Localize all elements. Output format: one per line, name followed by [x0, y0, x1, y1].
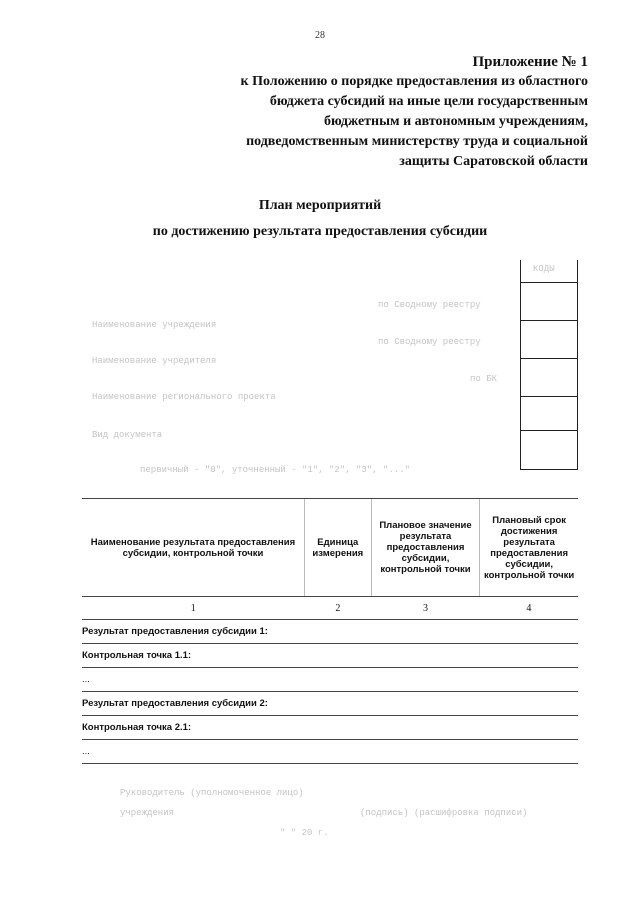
table-row	[82, 716, 578, 740]
column-numbers-row	[82, 597, 578, 620]
okpo-label-2: по Сводному реестру	[378, 337, 481, 347]
column-number: 3	[371, 597, 480, 620]
founder-label: Наименование учредителя	[92, 356, 217, 366]
doc-type-note: первичный - "0", уточненный - "1", "2", "3", "..."	[140, 465, 411, 475]
row-label: Контрольная точка 1.1:	[82, 644, 578, 668]
appendix-line: к Положению о порядке предоставления из областного	[240, 74, 588, 89]
table-row	[82, 692, 578, 716]
plan-subtitle: по достижению результата предоставления субсидии	[152, 224, 488, 239]
result-name-label: Наименование регионального проекта	[92, 392, 276, 402]
recipient-label: Наименование учреждения	[92, 320, 217, 330]
appendix-line: подведомственным министерству труда и социальной	[246, 134, 588, 149]
appendix-title: Приложение № 1	[472, 54, 588, 70]
row-label: ...	[82, 668, 578, 692]
table-row	[82, 644, 578, 668]
signature-org: учреждения	[120, 808, 175, 818]
column-number: 4	[480, 597, 578, 620]
plan-table	[82, 498, 578, 764]
header-unit: Единица измерения	[304, 499, 371, 597]
header-planned-value: Плановое значение результата предоставления субсидии, контрольной точки	[371, 499, 480, 597]
appendix-line: бюджетным и автономным учреждениям,	[324, 114, 588, 129]
signature-date: " " 20 г.	[280, 828, 329, 838]
okpo-label-1: по Сводному реестру	[378, 300, 481, 310]
page-number: 28	[315, 30, 325, 41]
header-result-name: Наименование результата предоставления субсидии, контрольной точки	[82, 499, 304, 597]
appendix-header	[241, 52, 588, 172]
signature-title: Руководитель (уполномоченное лицо)	[120, 788, 304, 798]
row-label: Результат предоставления субсидии 2:	[82, 692, 578, 716]
column-number: 1	[82, 597, 304, 620]
appendix-line: защиты Саратовской области	[399, 154, 588, 169]
codes-box	[520, 260, 578, 470]
table-row	[82, 740, 578, 764]
table-row	[82, 668, 578, 692]
table-row	[82, 620, 578, 644]
header-planned-date: Плановый срок достижения результата предоставления субсидии, контрольной точки	[480, 499, 578, 597]
doc-type-label: Вид документа	[92, 430, 163, 440]
row-label: Контрольная точка 2.1:	[82, 716, 578, 740]
codes-label: КОДЫ	[533, 264, 555, 274]
appendix-line: бюджета субсидий на иные цели государственным	[269, 94, 588, 109]
row-label: Результат предоставления субсидии 1:	[82, 620, 578, 644]
signature-fields: (подпись) (расшифровка подписи)	[360, 808, 528, 818]
plan-title: План мероприятий	[258, 198, 382, 213]
date-label: по БК	[470, 374, 498, 384]
row-label: ...	[82, 740, 578, 764]
column-number: 2	[304, 597, 371, 620]
